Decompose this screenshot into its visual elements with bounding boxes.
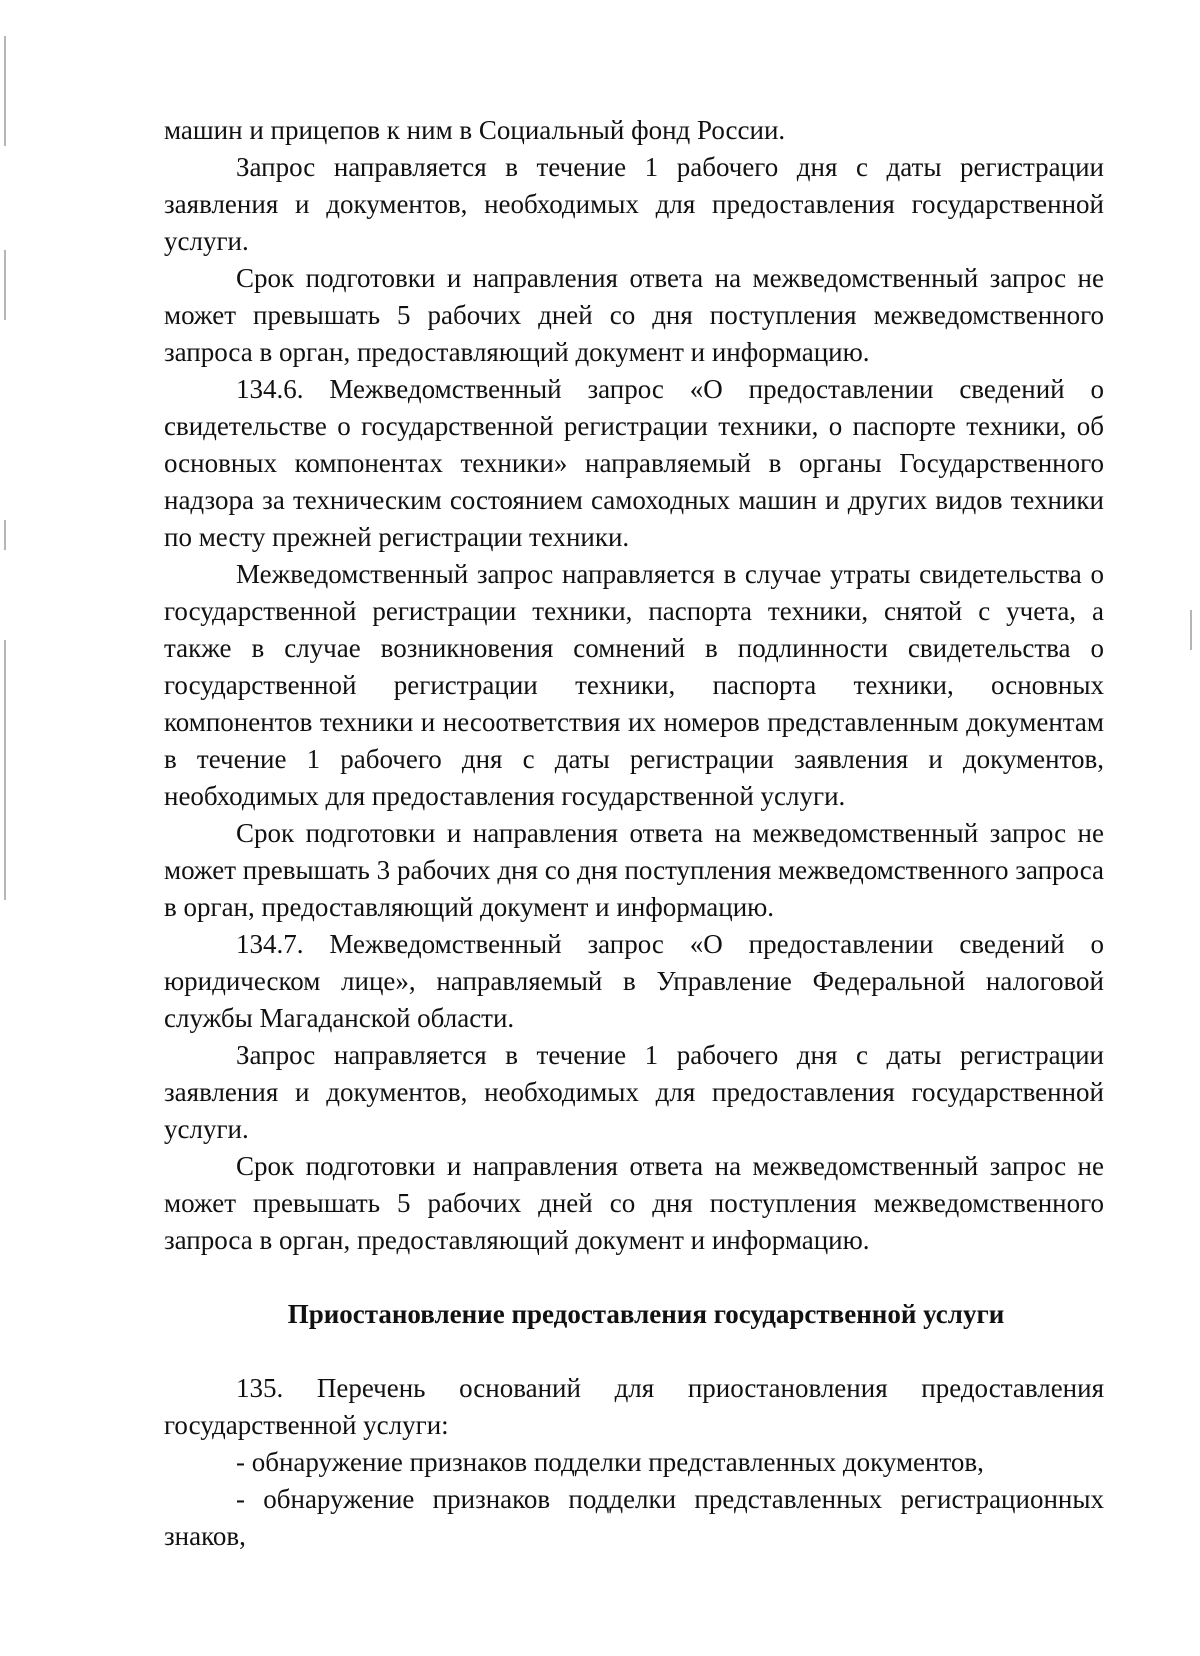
paragraph-134-7: 134.7. Межведомственный запрос «О предоставлении сведений о юридическом лице», направляемый в Управление Федеральной налоговой службы Магаданской области. [164, 929, 1104, 1033]
paragraph: Срок подготовки и направления ответа на межведомственный запрос не может превышать 5 рабочих дней со дня поступления межведомственного запроса в орган, предоставляющий документ и информацию. [164, 263, 1104, 367]
scan-edge-mark [4, 250, 6, 320]
paragraph: машин и прицепов к ним в Социальный фонд России. [164, 115, 786, 145]
list-item: - обнаружение признаков подделки представленных регистрационных знаков, [164, 1484, 1104, 1551]
spacer [164, 1259, 1104, 1296]
scan-edge-mark [4, 520, 6, 550]
paragraph-135: 135. Перечень оснований для приостановления предоставления государственной услуги: [164, 1373, 1104, 1440]
scan-edge-mark [4, 36, 6, 146]
paragraph: Срок подготовки и направления ответа на межведомственный запрос не может превышать 5 рабочих дней со дня поступления межведомственного запроса в орган, предоставляющий документ и информацию. [164, 1151, 1104, 1255]
document-body [164, 112, 1104, 1555]
section-heading: Приостановление предоставления государственной услуги [287, 1299, 1005, 1329]
list-item: - обнаружение признаков подделки представленных документов, [236, 1447, 984, 1477]
paragraph: Запрос направляется в течение 1 рабочего дня с даты регистрации заявления и документов, необходимых для предоставления государственной услуги. [164, 152, 1104, 256]
scan-edge-mark [1190, 610, 1192, 650]
paragraph: Срок подготовки и направления ответа на межведомственный запрос не может превышать 3 рабочих дня со дня поступления межведомственного запроса в орган, предоставляющий документ и информацию. [164, 818, 1104, 922]
paragraph: Межведомственный запрос направляется в случае утраты свидетельства о государственной регистрации техники, паспорта техники, снятой с учета, а также в случае возникновения сомнений в подлинности свидетельства о государственной регистрации техники, паспорта техники, основных компонентов техники и несоответствия их номеров представленным документам в течение 1 рабочего дня с даты регистрации заявления и документов, необходимых для предоставления государственной услуги. [164, 559, 1104, 811]
paragraph-134-6: 134.6. Межведомственный запрос «О предоставлении сведений о свидетельстве о государственной регистрации техники, о паспорте техники, об основных компонентах техники» направляемый в органы Государственного надзора за техническим состоянием самоходных машин и других видов техники по месту прежней регистрации техники. [164, 374, 1104, 552]
scan-edge-mark [4, 640, 6, 900]
spacer [164, 1333, 1104, 1370]
paragraph: Запрос направляется в течение 1 рабочего дня с даты регистрации заявления и документов, необходимых для предоставления государственной услуги. [164, 1040, 1104, 1144]
